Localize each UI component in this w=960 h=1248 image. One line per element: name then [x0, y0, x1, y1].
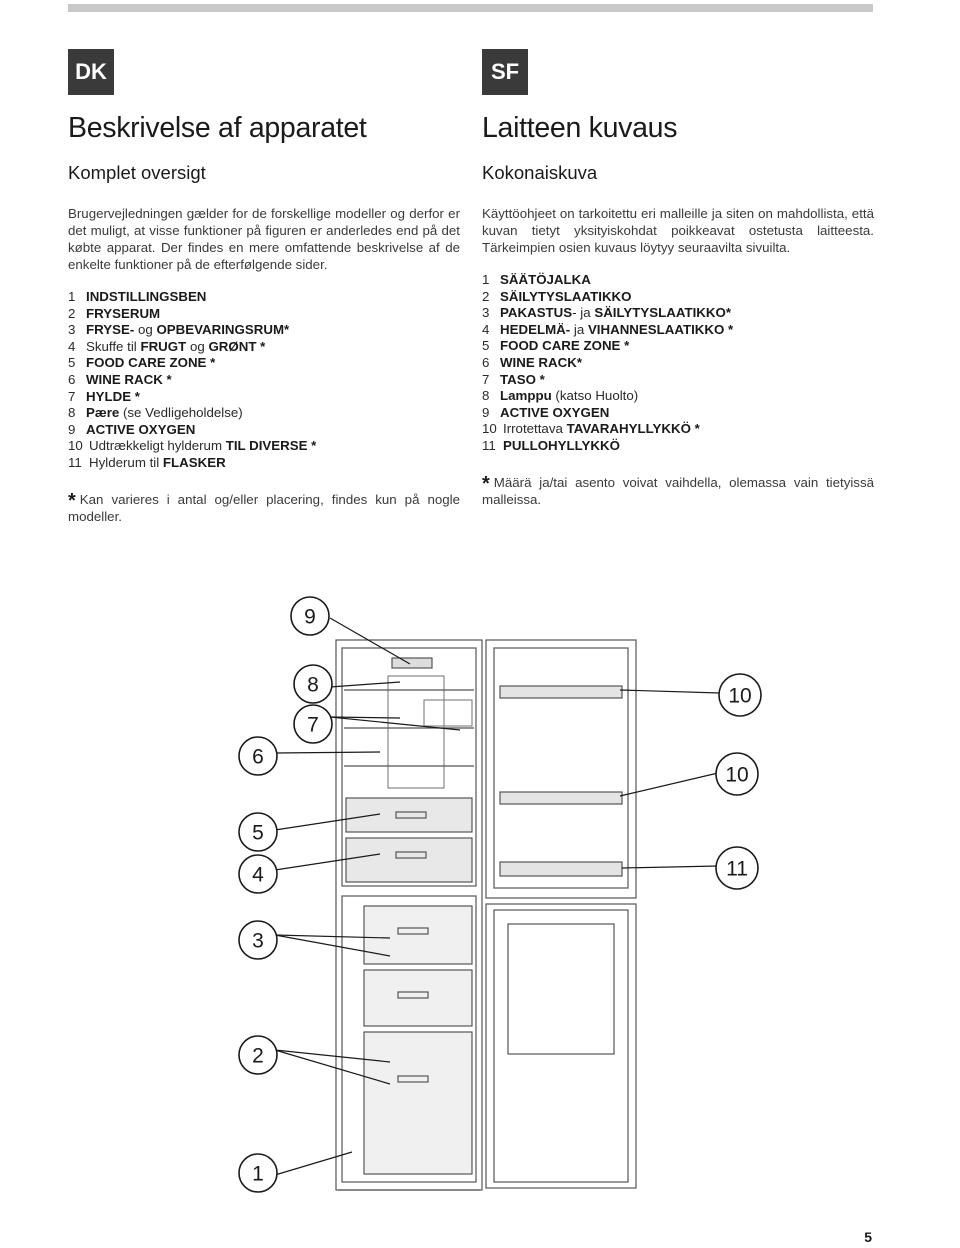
callout-number: 2: [252, 1044, 264, 1068]
item-number: 6: [68, 371, 76, 387]
item-text: VIHANNESLAATIKKO *: [587, 321, 734, 337]
callout-number: 11: [726, 857, 748, 881]
parts-list-item: [482, 405, 874, 422]
parts-list-item: [68, 355, 460, 372]
crisper-drawer: [346, 838, 472, 882]
parts-list-item: [482, 305, 874, 322]
top-rule: [68, 4, 873, 12]
item-text: (katso Huolto): [551, 388, 639, 404]
asterisk: *: [482, 472, 490, 495]
item-number: 10: [68, 438, 83, 454]
parts-list-item: [68, 306, 460, 323]
callout-number: 9: [304, 605, 316, 629]
parts-list-item: [68, 422, 460, 439]
item-number: 9: [482, 404, 490, 420]
item-number: 2: [482, 288, 490, 304]
item-number: 6: [482, 354, 490, 370]
intro-paragraph: Käyttöohjeet on tarkoitettu eri malleille ja siten on mahdollista, että kuvan tietyt yksityiskohdat poikkeavat ostetusta laitteesta. Tärkeimpien osien kuvaus löytyy seuraavilta sivuilta.: [482, 206, 874, 255]
item-number: 7: [68, 388, 76, 404]
active-oxygen-panel: [388, 676, 444, 788]
item-text: WINE RACK*: [500, 354, 582, 370]
item-number: 4: [68, 338, 76, 354]
parts-list-item: [482, 338, 874, 355]
bottle-shelf: [500, 862, 622, 876]
item-text: og: [134, 322, 157, 338]
item-text: HEDELMÄ-: [500, 321, 571, 337]
item-number: 5: [68, 355, 76, 371]
item-text: TASO *: [500, 371, 545, 387]
section-subtitle: Komplet oversigt: [68, 162, 206, 183]
item-text: INDSTILLINGSBEN: [86, 289, 207, 304]
item-number: 10: [482, 421, 497, 437]
item-text: FOOD CARE ZONE *: [86, 355, 216, 371]
callout-number: 7: [307, 713, 319, 737]
footnote: [482, 472, 874, 509]
column-dk: [68, 112, 460, 526]
item-number: 11: [68, 454, 82, 470]
item-text: FRUGT: [140, 338, 187, 354]
item-text: ja: [570, 321, 588, 337]
callout-number: 3: [252, 929, 264, 953]
parts-list-item: [68, 289, 460, 306]
callout-number: 1: [252, 1162, 264, 1186]
parts-list-item: [68, 322, 460, 339]
item-text: (se Vedligeholdelse): [119, 405, 243, 421]
parts-list-item: [68, 389, 460, 406]
item-number: 7: [482, 371, 490, 387]
item-text: Hylderum til: [89, 454, 163, 470]
callout-number: 6: [252, 745, 264, 769]
item-text: Lamppu: [500, 388, 552, 404]
item-text: WINE RACK *: [86, 371, 172, 387]
item-text: ACTIVE OXYGEN: [500, 404, 610, 420]
freezer-door-liner: [494, 910, 628, 1182]
door-panel: [508, 924, 614, 1054]
item-number: 1: [482, 272, 490, 287]
footnote-text: Kan varieres i antal og/eller placering, findes kun på nogle modeller.: [68, 491, 460, 525]
door-shelf: [500, 686, 622, 698]
item-text: GRØNT *: [208, 338, 266, 354]
item-number: 4: [482, 321, 490, 337]
asterisk: *: [68, 489, 76, 512]
item-text: Skuffe til: [86, 338, 141, 354]
column-sf: [482, 112, 874, 509]
item-text: OPBEVARINGSRUM*: [156, 322, 290, 338]
item-text: Pære: [86, 405, 120, 421]
parts-list-item: [482, 272, 874, 289]
food-care-drawer: [346, 798, 472, 832]
freezer-drawer: [364, 906, 472, 964]
callout-number: 8: [307, 673, 319, 697]
item-number: 8: [482, 388, 490, 404]
item-number: 11: [482, 437, 496, 453]
item-text: FLASKER: [162, 454, 226, 470]
language-badge-sf: SF: [482, 49, 528, 95]
item-text: Udtrækkeligt hylderum: [89, 438, 226, 454]
item-text: PULLOHYLLYKKÖ: [503, 437, 620, 453]
item-number: 3: [68, 322, 76, 338]
item-text: SÄILYTYSLAATIKKO*: [594, 305, 732, 321]
item-text: HYLDE *: [86, 388, 140, 404]
item-text: PAKASTUS: [500, 305, 573, 321]
footnote-text: Määrä ja/tai asento voivat vaihdella, olemassa vain tietyissä malleissa.: [482, 474, 874, 508]
parts-list-item: [68, 372, 460, 389]
parts-list-item: [482, 322, 874, 339]
item-text: og: [186, 338, 209, 354]
parts-list-item: [68, 339, 460, 356]
item-text: Irrotettava: [503, 421, 567, 437]
fridge-door: [486, 640, 636, 898]
parts-list-item: [482, 421, 874, 438]
callout-number: 4: [252, 863, 264, 887]
language-badge-dk: DK: [68, 49, 114, 95]
section-subtitle: Kokonaiskuva: [482, 162, 598, 183]
callout-number: 10: [725, 763, 749, 787]
freezer-drawer: [364, 1032, 472, 1174]
parts-list: [482, 272, 874, 455]
wine-rack: [424, 700, 472, 726]
item-text: TIL DIVERSE *: [225, 438, 317, 454]
fridge-door-liner: [494, 648, 628, 888]
callout-number: 5: [252, 821, 264, 845]
parts-list-item: [68, 455, 460, 472]
parts-list-item: [482, 289, 874, 306]
item-text: FOOD CARE ZONE *: [500, 338, 630, 354]
item-text: ACTIVE OXYGEN: [86, 421, 196, 437]
parts-list-item: [68, 438, 460, 455]
intro-paragraph: Brugervejledningen gælder for de forskellige modeller og derfor er det muligt, at visse funktioner på figuren er anderledes end på det købte apparat. Der findes en mere omfattende beskrivelse af de enkelte funktioner på de efterfølgende sider.: [68, 206, 460, 272]
item-text: FRYSERUM: [86, 305, 161, 321]
parts-list-item: [482, 388, 874, 405]
item-text: TAVARAHYLLYKKÖ *: [566, 421, 700, 437]
parts-list-item: [482, 355, 874, 372]
lamp-unit: [392, 658, 432, 668]
item-text: - ja: [572, 305, 595, 321]
fridge-diagram: [0, 590, 960, 1210]
parts-list-item: [68, 405, 460, 422]
item-text: FRYSE-: [86, 322, 135, 338]
parts-list-item: [482, 372, 874, 389]
door-shelf: [500, 792, 622, 804]
parts-list-item: [482, 438, 874, 455]
footnote: [68, 489, 460, 526]
item-number: 3: [482, 305, 490, 321]
item-number: 2: [68, 305, 76, 321]
item-number: 8: [68, 405, 76, 421]
item-number: 5: [482, 338, 490, 354]
section-title: Laitteen kuvaus: [482, 112, 678, 144]
callout-number: 10: [728, 684, 752, 708]
item-text: SÄÄTÖJALKA: [500, 272, 591, 287]
item-text: SÄILYTYSLAATIKKO: [500, 288, 632, 304]
item-number: 9: [68, 421, 76, 437]
page-number: 5: [864, 1229, 872, 1245]
section-title: Beskrivelse af apparatet: [68, 112, 367, 144]
parts-list: [68, 289, 460, 472]
item-number: 1: [68, 289, 76, 304]
